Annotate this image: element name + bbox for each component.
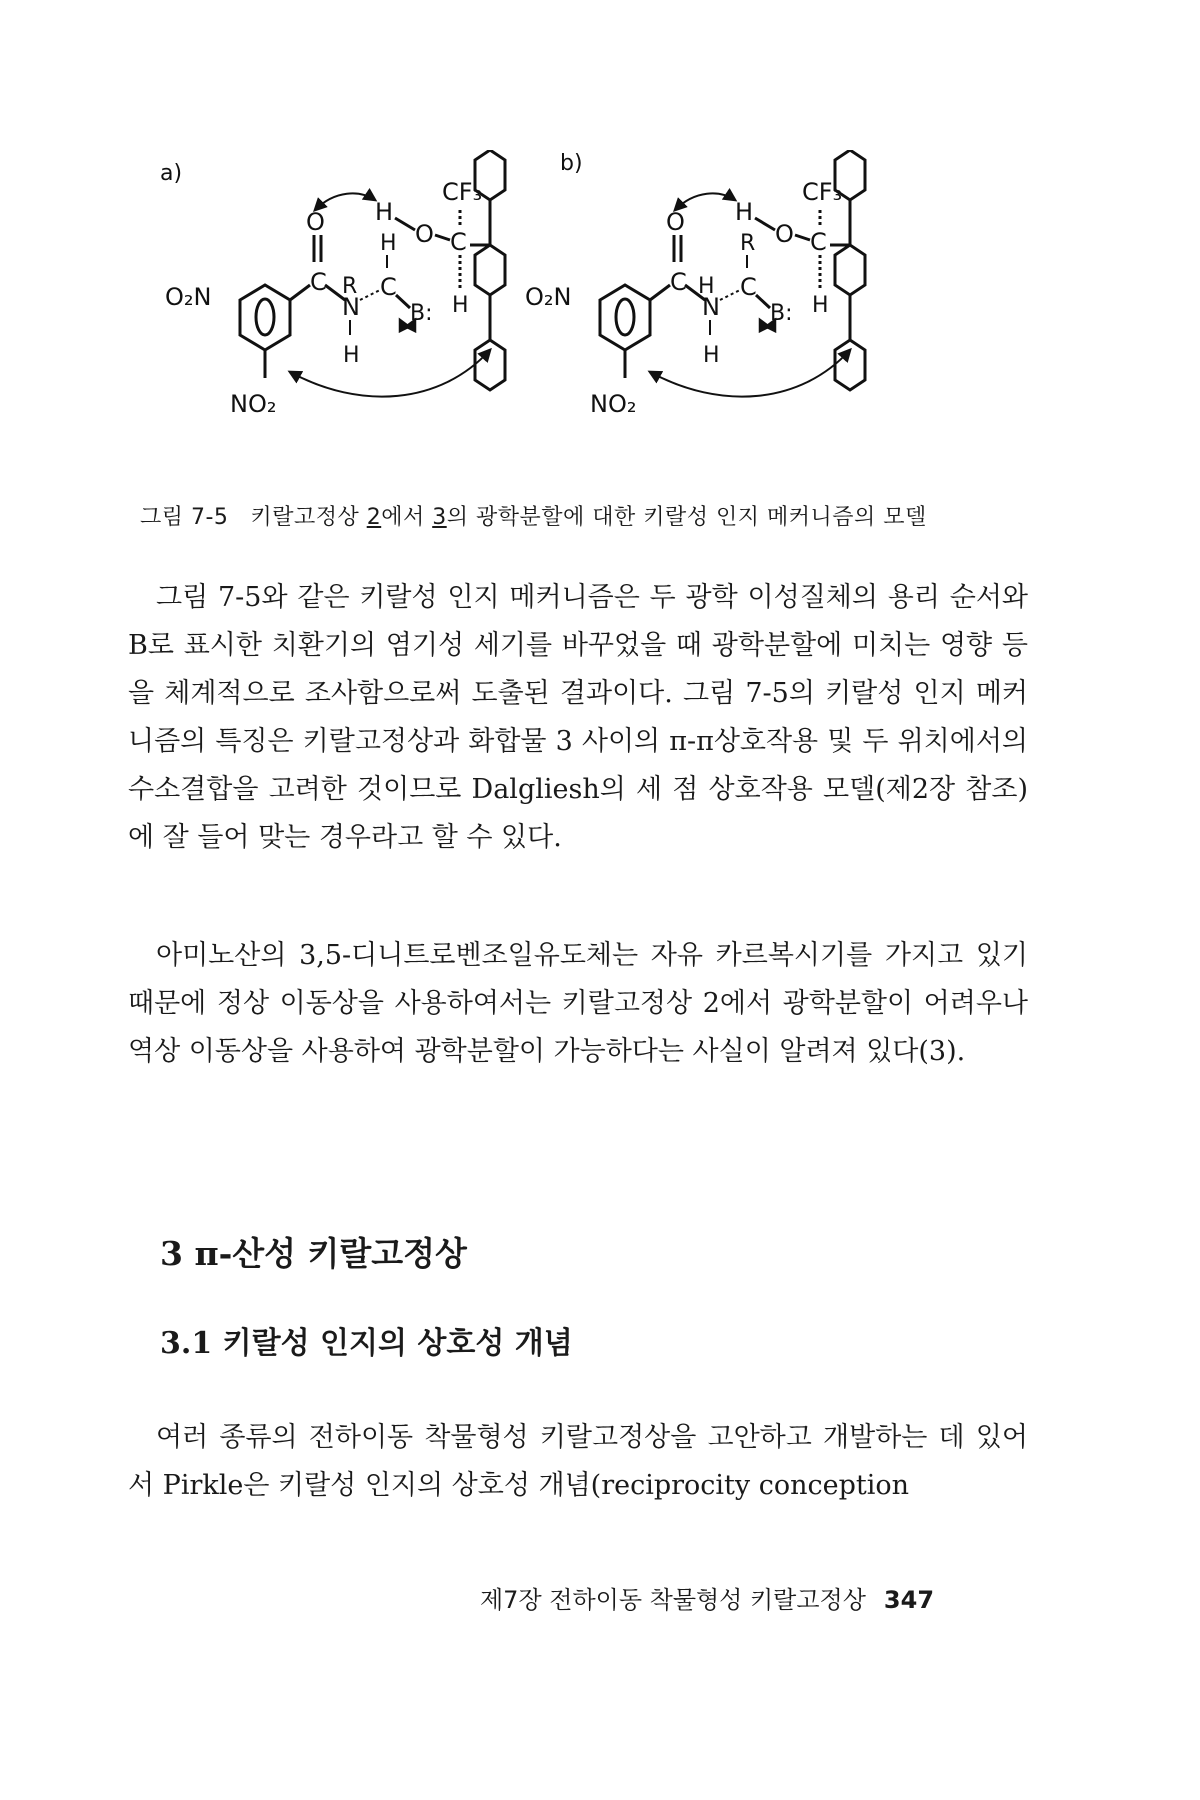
svg-text:C: C: [380, 273, 397, 301]
no2-bottom-b: NO₂: [590, 390, 637, 418]
svg-text:H: H: [380, 231, 397, 256]
caption-number: 그림 7-5: [140, 505, 229, 530]
svg-text:C: C: [740, 273, 757, 301]
svg-text:C: C: [310, 268, 327, 296]
no2-bottom-a: NO₂: [230, 390, 277, 418]
figure-caption: 그림 7-5 키랄고정상 2에서 3의 광학분할에 대한 키랄성 인지 메커니즘의 모델: [140, 505, 927, 530]
svg-text:C: C: [450, 228, 467, 256]
cf3-b: CF₃: [802, 178, 843, 206]
benzene-ring-a: [240, 285, 290, 350]
o2n-b: O₂N: [525, 283, 572, 311]
svg-text:H: H: [812, 293, 829, 318]
benzene-ring-b: [600, 285, 650, 350]
svg-text:H: H: [375, 198, 394, 226]
chapter-title: 제7장 전하이동 착물형성 키랄고정상: [480, 1586, 866, 1614]
svg-text:N: N: [342, 293, 360, 321]
o2n-a: O₂N: [165, 283, 212, 311]
svg-text:O: O: [306, 208, 325, 236]
svg-text:H: H: [703, 343, 720, 368]
paragraph-1: 그림 7-5와 같은 키랄성 인지 메커니즘은 두 광학 이성질체의 용리 순서와 B로 표시한 치환기의 염기성 세기를 바꾸었을 때 광학분할에 미치는 영향 등을 체계적으로 조사함으로써 도출된 결과이다. 그림 7-5의 키랄성 인지 메커니즘의 특징은 키랄고정상과 화합물 3 사이의 π-π상호작용 및 두 위치에서의 수소결합을 고려한 것이므로 Dalgliesh의 세 점 상호작용 모델(제2장 참조)에 잘 들어 맞는 경우라고 할 수 있다.: [128, 582, 1028, 853]
section-heading-3: 3 π-산성 키랄고정상: [160, 1234, 467, 1273]
mechanism-figure: [160, 150, 1040, 490]
label-b: b): [560, 151, 583, 176]
paragraph-2: 아미노산의 3,5-디니트로벤조일유도체는 자유 카르복시기를 가지고 있기 때문에 정상 이동상을 사용하여서는 키랄고정상 2에서 광학분할이 어려우나 역상 이동상을 사용하여 광학분할이 가능하다는 사실이 알려져 있다(3).: [128, 940, 1028, 1067]
svg-text:N: N: [702, 293, 720, 321]
svg-text:R: R: [740, 231, 756, 256]
svg-text:H: H: [343, 343, 360, 368]
svg-text:R: R: [342, 274, 358, 299]
svg-text:O: O: [415, 220, 434, 248]
structure-a: [160, 150, 505, 418]
structure-b: [525, 150, 865, 418]
section-heading-3-1: 3.1 키랄성 인지의 상호성 개념: [160, 1326, 573, 1361]
paragraph-3: 여러 종류의 전하이동 착물형성 키랄고정상을 고안하고 개발하는 데 있어서 Pirkle은 키랄성 인지의 상호성 개념(reciprocity conception: [128, 1422, 1028, 1501]
svg-text:O: O: [666, 208, 685, 236]
label-a: a): [160, 161, 183, 186]
svg-text:C: C: [810, 228, 827, 256]
page-footer: [480, 1580, 934, 1615]
page-number: 347: [883, 1586, 935, 1614]
svg-text:H: H: [698, 274, 715, 299]
svg-text:C: C: [670, 268, 687, 296]
svg-text:O: O: [775, 220, 794, 248]
svg-text:H: H: [735, 198, 754, 226]
mechanism-diagram: [160, 150, 1040, 490]
cf3-a: CF₃: [442, 178, 483, 206]
base-b-a: B:: [410, 301, 433, 326]
base-b-b: B:: [770, 301, 793, 326]
svg-text:H: H: [452, 293, 469, 318]
